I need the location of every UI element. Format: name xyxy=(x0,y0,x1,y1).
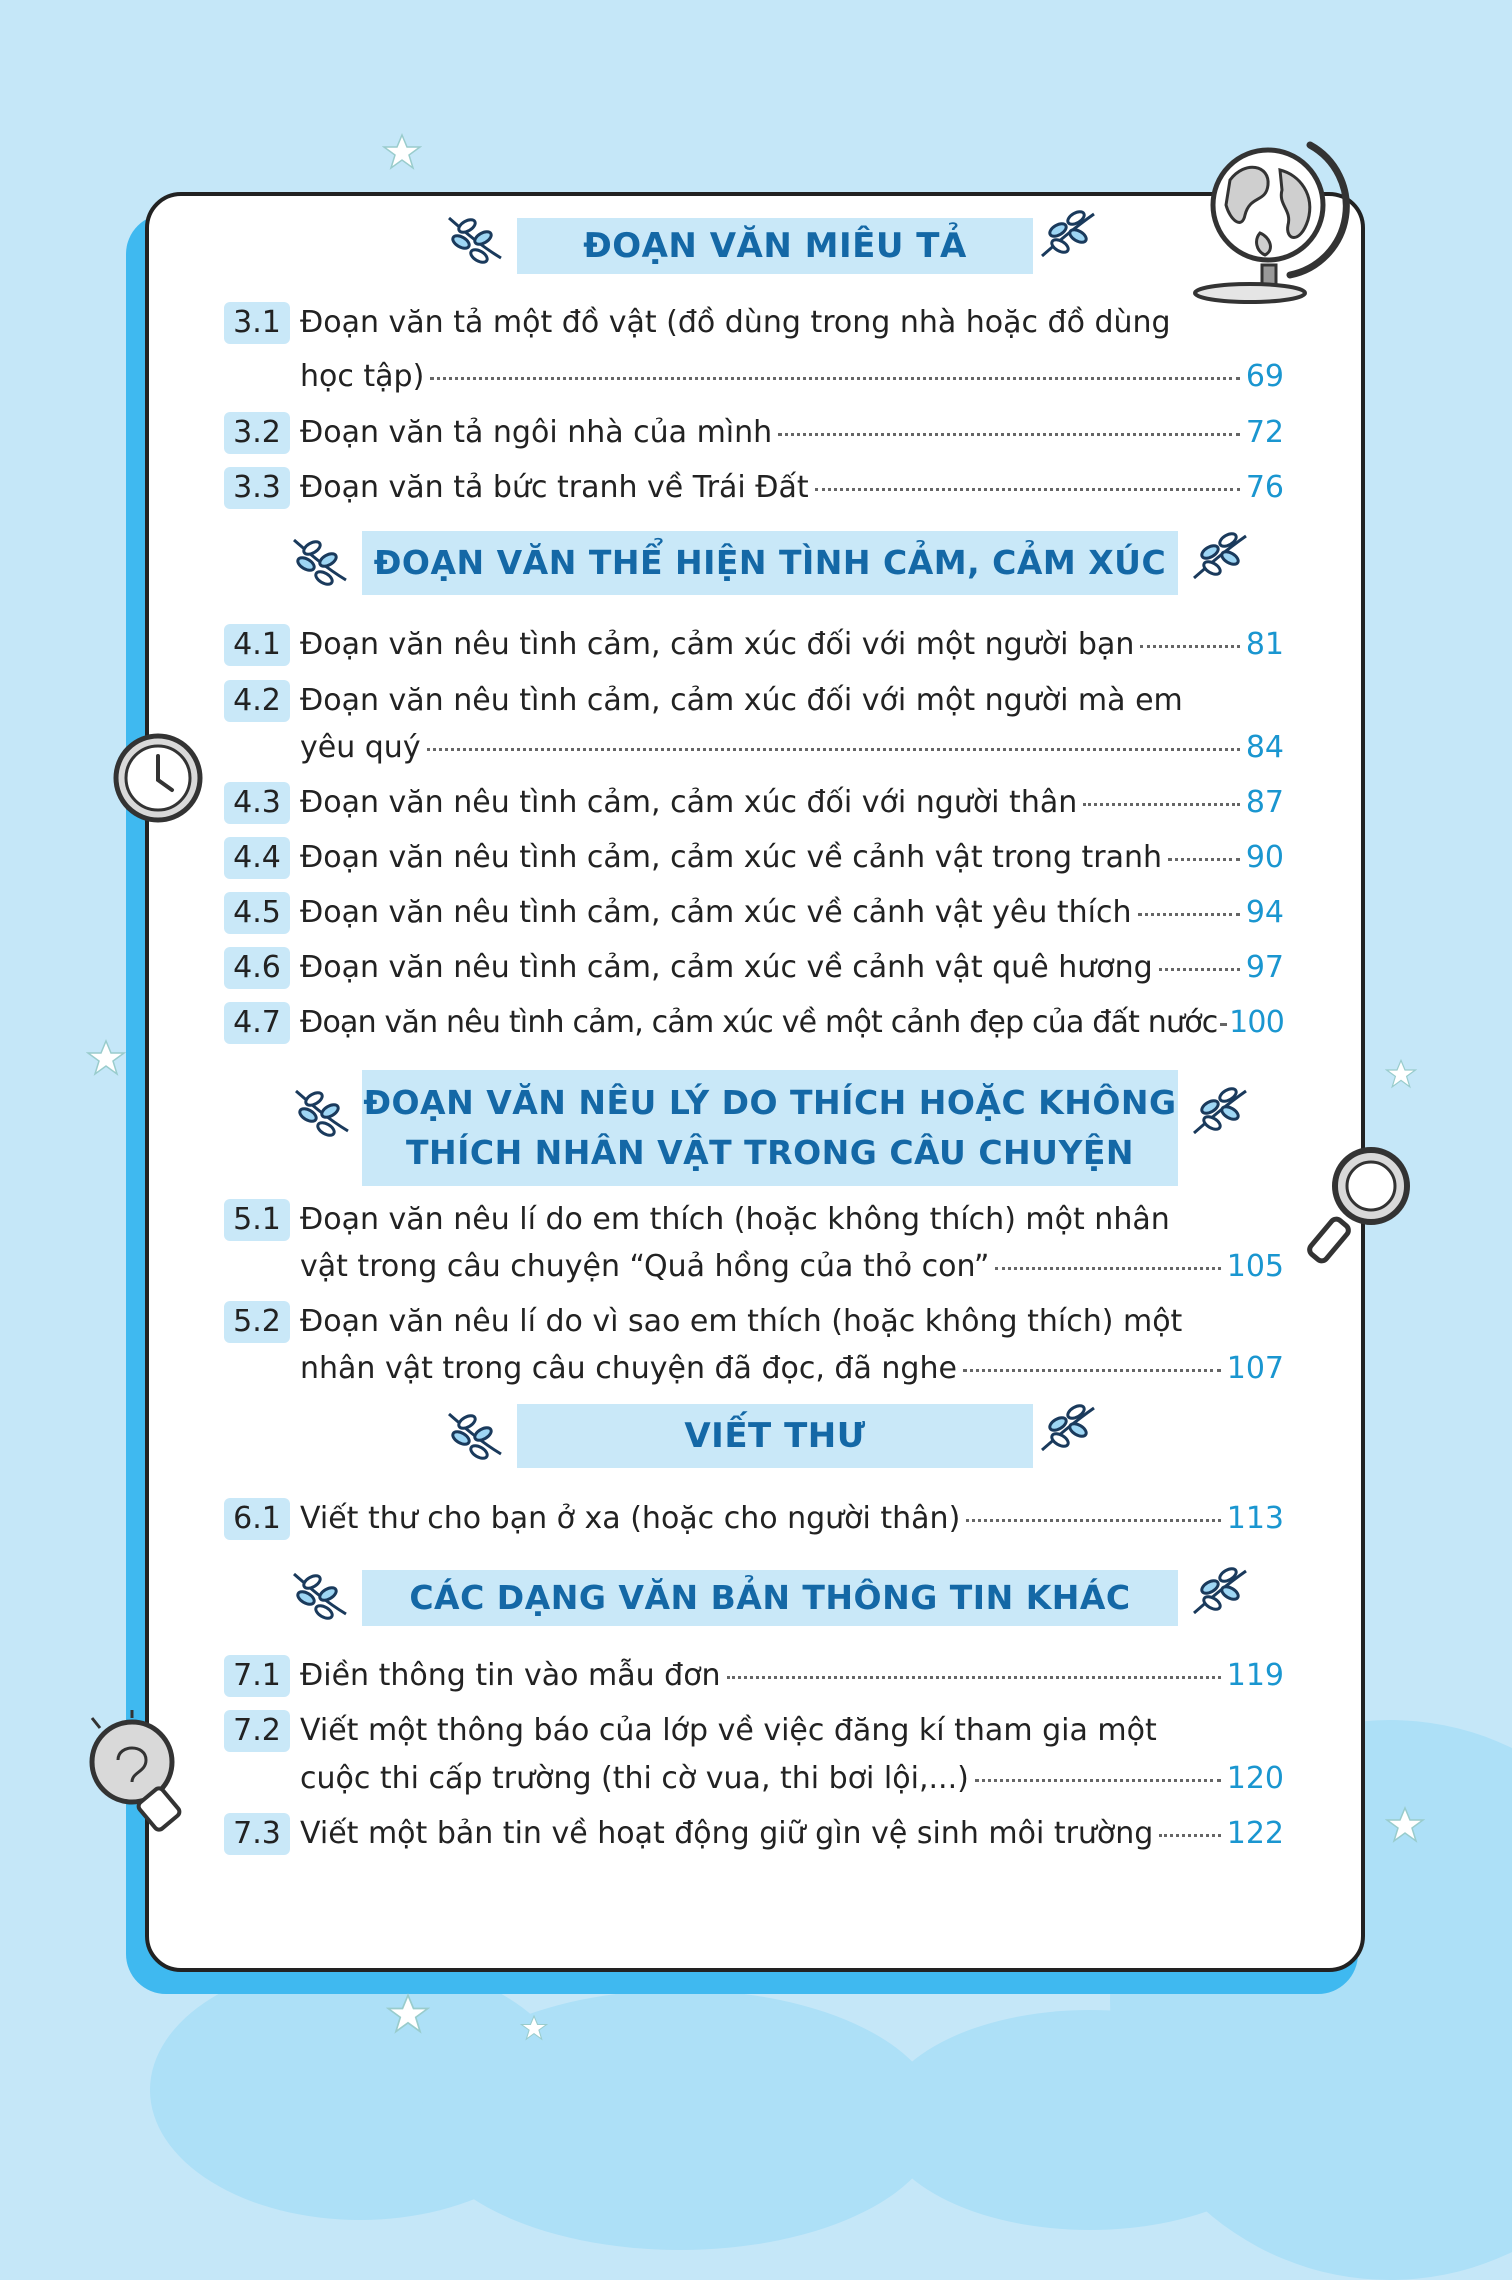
toc-entry[interactable] xyxy=(300,624,1284,666)
page-number: 120 xyxy=(1226,1761,1284,1796)
globe-icon xyxy=(1190,125,1350,305)
entry-number: 4.7 xyxy=(224,1002,290,1044)
toc-entry[interactable] xyxy=(300,1348,1284,1390)
toc-entry[interactable] xyxy=(300,837,1284,879)
toc-entry[interactable] xyxy=(300,1758,1284,1800)
toc-entry[interactable] xyxy=(300,412,1284,454)
entry-title-line[interactable] xyxy=(300,1199,1284,1241)
star-icon xyxy=(86,1038,126,1078)
entry-title: Đoạn văn tả bức tranh về Trái Đất xyxy=(300,470,809,505)
toc-entry[interactable] xyxy=(300,1498,1284,1540)
leaf-icon xyxy=(1038,208,1098,260)
entry-number: 5.1 xyxy=(224,1199,290,1241)
page-number: 76 xyxy=(1245,470,1284,505)
page-number: 94 xyxy=(1245,895,1284,930)
section-heading-line: ĐOẠN VĂN NÊU LÝ DO THÍCH HOẶC KHÔNG xyxy=(363,1083,1177,1122)
entry-title: Đoạn văn nêu lí do vì sao em thích (hoặc không thích) một xyxy=(300,1304,1183,1339)
star-icon xyxy=(382,132,422,172)
toc-entry[interactable] xyxy=(300,727,1284,769)
dot-leader xyxy=(975,1779,1221,1782)
dot-leader xyxy=(1220,1023,1228,1026)
leaf-icon xyxy=(292,1085,352,1137)
section-heading: VIẾT THƯ xyxy=(517,1404,1033,1468)
star-icon xyxy=(1385,1058,1417,1090)
toc-entry[interactable] xyxy=(300,947,1284,989)
entry-title: Đoạn văn nêu tình cảm, cảm xúc đối với người thân xyxy=(300,785,1078,820)
section-heading xyxy=(362,1070,1178,1186)
section-heading-line: THÍCH NHÂN VẬT TRONG CÂU CHUYỆN xyxy=(405,1133,1135,1172)
dot-leader xyxy=(1159,1834,1220,1837)
background-cloud xyxy=(880,2010,1300,2230)
entry-number: 4.1 xyxy=(224,624,290,666)
dot-leader xyxy=(995,1267,1220,1270)
page-number: 90 xyxy=(1245,840,1284,875)
entry-number: 3.3 xyxy=(224,467,290,509)
toc-entry[interactable] xyxy=(300,892,1284,934)
dot-leader xyxy=(727,1676,1221,1679)
entry-title: học tập) xyxy=(300,359,425,394)
entry-number: 7.1 xyxy=(224,1655,290,1697)
toc-entry[interactable] xyxy=(300,1655,1284,1697)
entry-number: 3.2 xyxy=(224,412,290,454)
dot-leader xyxy=(1083,803,1240,806)
entry-title-line[interactable] xyxy=(300,680,1284,722)
dot-leader xyxy=(427,748,1240,751)
dot-leader xyxy=(815,488,1240,491)
entry-number: 7.2 xyxy=(224,1710,290,1752)
page-number: 119 xyxy=(1226,1658,1284,1693)
page-number: 97 xyxy=(1245,950,1284,985)
star-icon xyxy=(386,1992,430,2036)
entry-number: 6.1 xyxy=(224,1498,290,1540)
leaf-icon xyxy=(1190,1085,1250,1137)
entry-number: 7.3 xyxy=(224,1813,290,1855)
dot-leader xyxy=(1159,968,1240,971)
toc-entry[interactable] xyxy=(300,782,1284,824)
page-number: 81 xyxy=(1245,627,1284,662)
clock-icon xyxy=(110,730,206,826)
entry-title: Đoạn văn nêu tình cảm, cảm xúc về cảnh vật yêu thích xyxy=(300,895,1132,930)
page-number: 107 xyxy=(1226,1351,1284,1386)
dot-leader xyxy=(430,377,1240,380)
page-number: 113 xyxy=(1226,1501,1284,1536)
page-number: 69 xyxy=(1245,359,1284,394)
leaf-icon xyxy=(290,1568,350,1620)
entry-title: Đoạn văn tả một đồ vật (đồ dùng trong nhà hoặc đồ dùng xyxy=(300,305,1171,340)
entry-title: Đoạn văn nêu tình cảm, cảm xúc về cảnh vật trong tranh xyxy=(300,840,1163,875)
lightbulb-icon xyxy=(82,1710,202,1840)
dot-leader xyxy=(1138,913,1240,916)
entry-title: Đoạn văn nêu tình cảm, cảm xúc đối với một người mà em xyxy=(300,683,1183,718)
entry-title: Viết một bản tin về hoạt động giữ gìn vệ sinh môi trường xyxy=(300,1816,1154,1851)
page-number: 100 xyxy=(1229,1005,1284,1040)
page-number: 84 xyxy=(1245,730,1284,765)
entry-title-line[interactable] xyxy=(300,1710,1284,1752)
page-number: 105 xyxy=(1226,1249,1284,1284)
leaf-icon xyxy=(290,534,350,586)
entry-number: 3.1 xyxy=(224,302,290,344)
entry-title: yêu quý xyxy=(300,730,421,765)
entry-title: Đoạn văn nêu tình cảm, cảm xúc về một cảnh đẹp của đất nước xyxy=(300,1005,1218,1040)
leaf-icon xyxy=(1190,530,1250,582)
star-icon xyxy=(520,2014,548,2042)
entry-title: nhân vật trong câu chuyện đã đọc, đã nghe xyxy=(300,1351,957,1386)
toc-entry[interactable] xyxy=(300,1813,1284,1855)
section-heading: CÁC DẠNG VĂN BẢN THÔNG TIN KHÁC xyxy=(362,1570,1178,1626)
entry-title-line[interactable] xyxy=(300,302,1284,344)
entry-number: 4.4 xyxy=(224,837,290,879)
star-icon xyxy=(1385,1805,1425,1845)
background-cloud xyxy=(420,1990,940,2250)
entry-title: Viết thư cho bạn ở xa (hoặc cho người thân) xyxy=(300,1501,961,1536)
toc-entry[interactable] xyxy=(300,467,1284,509)
entry-title: cuộc thi cấp trường (thi cờ vua, thi bơi lội,...) xyxy=(300,1761,969,1796)
entry-number: 4.3 xyxy=(224,782,290,824)
magnifier-icon xyxy=(1305,1140,1415,1270)
entry-number: 4.5 xyxy=(224,892,290,934)
leaf-icon xyxy=(445,212,505,264)
entry-title-line[interactable] xyxy=(300,1301,1284,1343)
entry-title: Viết một thông báo của lớp về việc đăng kí tham gia một xyxy=(300,1713,1157,1748)
entry-title: Đoạn văn nêu lí do em thích (hoặc không thích) một nhân xyxy=(300,1202,1170,1237)
toc-entry[interactable] xyxy=(300,1002,1284,1044)
dot-leader xyxy=(1140,645,1239,648)
dot-leader xyxy=(1168,858,1240,861)
entry-number: 4.6 xyxy=(224,947,290,989)
page-number: 72 xyxy=(1245,415,1284,450)
entry-number: 5.2 xyxy=(224,1301,290,1343)
toc-entry[interactable] xyxy=(300,356,1284,398)
section-heading: ĐOẠN VĂN MIÊU TẢ xyxy=(517,218,1033,274)
dot-leader xyxy=(778,433,1240,436)
toc-entry[interactable] xyxy=(300,1246,1284,1288)
entry-title: vật trong câu chuyện “Quả hồng của thỏ con” xyxy=(300,1249,990,1284)
leaf-icon xyxy=(1038,1402,1098,1454)
entry-title: Điền thông tin vào mẫu đơn xyxy=(300,1658,721,1693)
leaf-icon xyxy=(1190,1565,1250,1617)
page-number: 87 xyxy=(1245,785,1284,820)
entry-title: Đoạn văn nêu tình cảm, cảm xúc đối với một người bạn xyxy=(300,627,1135,662)
dot-leader xyxy=(966,1519,1220,1522)
page-number: 122 xyxy=(1226,1816,1284,1851)
entry-number: 4.2 xyxy=(224,680,290,722)
dot-leader xyxy=(963,1369,1221,1372)
section-heading: ĐOẠN VĂN THỂ HIỆN TÌNH CẢM, CẢM XÚC xyxy=(362,531,1178,595)
leaf-icon xyxy=(445,1408,505,1460)
entry-title: Đoạn văn tả ngôi nhà của mình xyxy=(300,415,773,450)
entry-title: Đoạn văn nêu tình cảm, cảm xúc về cảnh vật quê hương xyxy=(300,950,1153,985)
